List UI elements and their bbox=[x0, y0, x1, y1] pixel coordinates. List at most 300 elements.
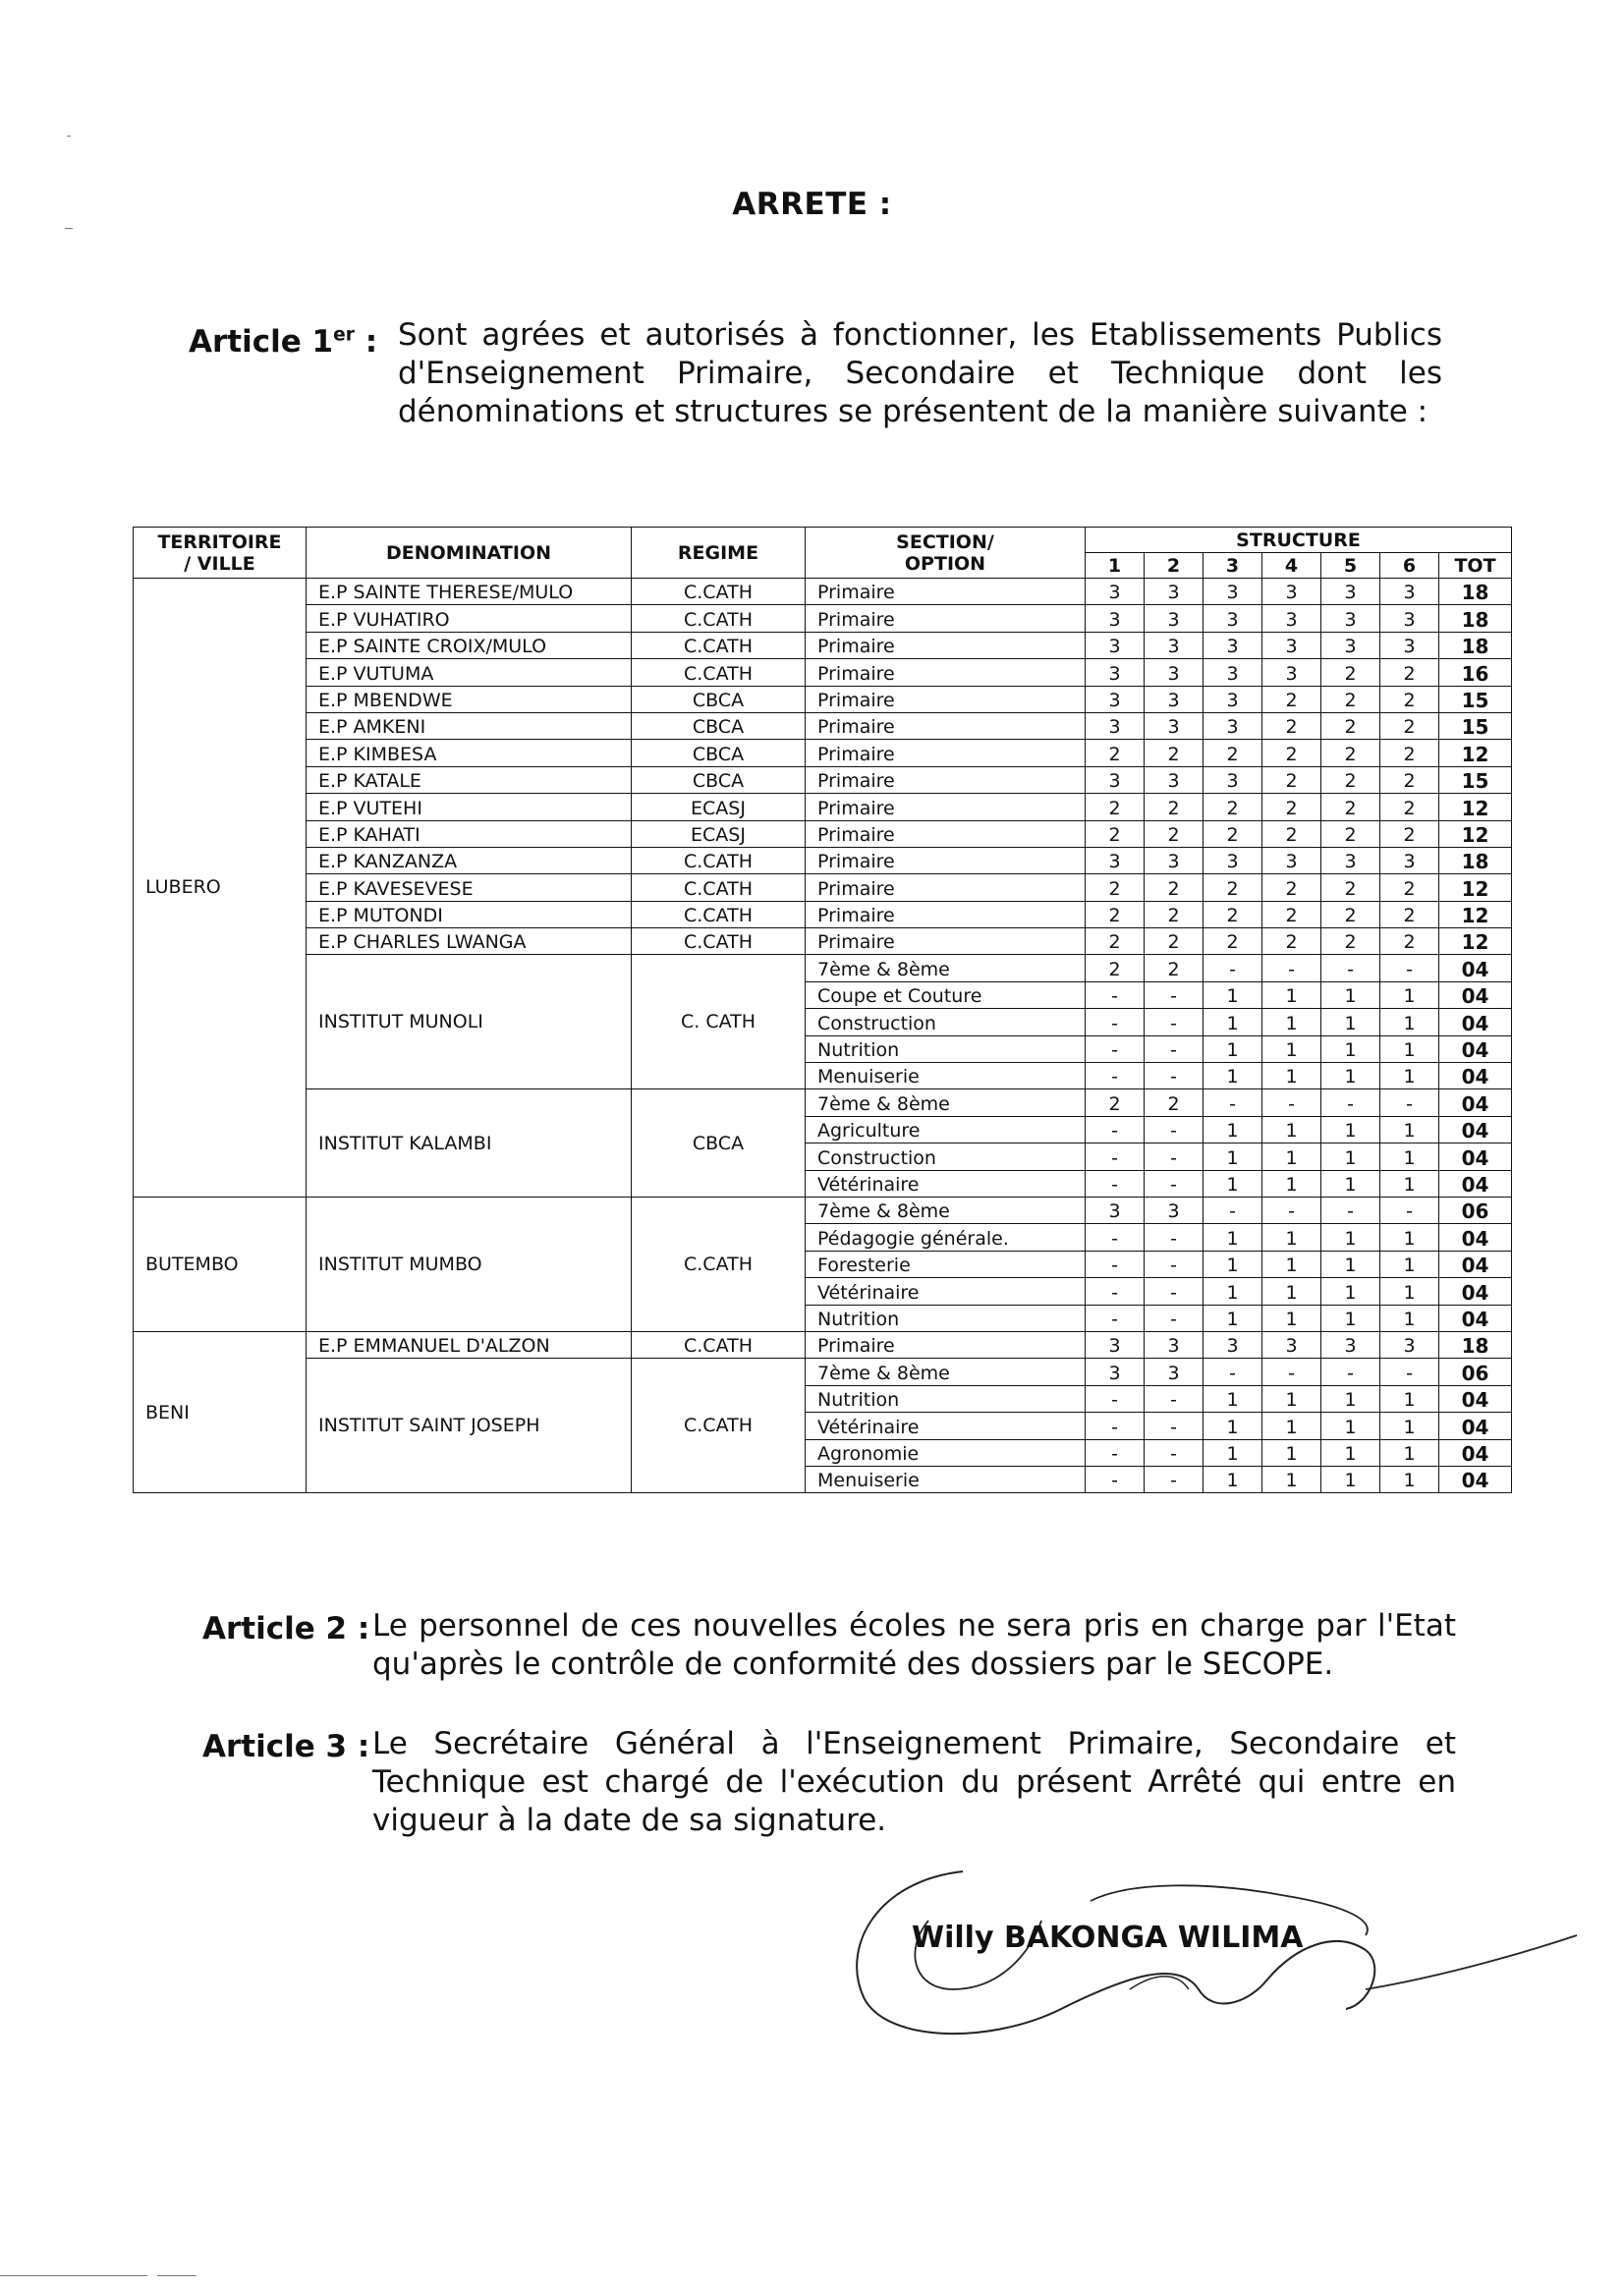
structure-cell-1: 3 bbox=[1086, 686, 1145, 712]
structure-cell-4: 2 bbox=[1262, 740, 1321, 766]
section-cell: Primaire bbox=[806, 579, 1086, 605]
structure-cell-2: 2 bbox=[1145, 820, 1204, 847]
structure-cell-6: 1 bbox=[1380, 1116, 1439, 1143]
total-cell: 12 bbox=[1439, 874, 1512, 901]
structure-cell-1: - bbox=[1086, 1251, 1145, 1277]
structure-cell-3: 1 bbox=[1204, 1116, 1262, 1143]
structure-cell-1: 3 bbox=[1086, 1197, 1145, 1223]
total-cell: 18 bbox=[1439, 1331, 1512, 1358]
structure-cell-3: 2 bbox=[1204, 928, 1262, 955]
denomination-cell: E.P KANZANZA bbox=[307, 847, 632, 873]
header-regime: REGIME bbox=[632, 528, 806, 579]
section-cell: Primaire bbox=[806, 820, 1086, 847]
territoire-cell: BUTEMBO bbox=[134, 1197, 307, 1331]
total-cell: 04 bbox=[1439, 1251, 1512, 1277]
table-row bbox=[134, 928, 1512, 955]
structure-cell-3: 1 bbox=[1204, 1035, 1262, 1062]
total-cell: 04 bbox=[1439, 1144, 1512, 1170]
structure-cell-6: 2 bbox=[1380, 766, 1439, 793]
table-row bbox=[134, 686, 1512, 712]
header-col-6: 6 bbox=[1380, 553, 1439, 579]
structure-cell-1: 2 bbox=[1086, 794, 1145, 820]
structure-cell-6: 1 bbox=[1380, 1224, 1439, 1251]
denomination-cell: E.P VUHATIRO bbox=[307, 605, 632, 632]
section-cell: Menuiserie bbox=[806, 1063, 1086, 1089]
structure-cell-4: 1 bbox=[1262, 1116, 1321, 1143]
total-cell: 12 bbox=[1439, 740, 1512, 766]
structure-cell-5: 1 bbox=[1321, 1439, 1380, 1466]
total-cell: 18 bbox=[1439, 847, 1512, 873]
total-cell: 06 bbox=[1439, 1197, 1512, 1223]
structure-cell-3: 3 bbox=[1204, 632, 1262, 658]
total-cell: 04 bbox=[1439, 1278, 1512, 1305]
table-row bbox=[134, 901, 1512, 927]
total-cell: 12 bbox=[1439, 820, 1512, 847]
structure-cell-1: 3 bbox=[1086, 605, 1145, 632]
structure-cell-5: 1 bbox=[1321, 1224, 1380, 1251]
structure-cell-4: 1 bbox=[1262, 1305, 1321, 1331]
structure-cell-6: 1 bbox=[1380, 1170, 1439, 1197]
structure-cell-6: 1 bbox=[1380, 1385, 1439, 1412]
table-row bbox=[134, 1331, 1512, 1358]
structure-cell-5: 2 bbox=[1321, 794, 1380, 820]
structure-cell-4: 2 bbox=[1262, 901, 1321, 927]
structure-cell-6: 1 bbox=[1380, 981, 1439, 1008]
structure-cell-3: 3 bbox=[1204, 847, 1262, 873]
total-cell: 18 bbox=[1439, 632, 1512, 658]
structure-cell-4: 3 bbox=[1262, 1331, 1321, 1358]
regime-cell: ECASJ bbox=[632, 794, 806, 820]
section-cell: Primaire bbox=[806, 712, 1086, 739]
article-1-line: dénominations et structures se présentent de la manière suivante : bbox=[398, 394, 1428, 429]
article-3-line: Technique est chargé de l'exécution du présent Arrêté qui entre en bbox=[372, 1764, 1456, 1800]
structure-cell-5: 1 bbox=[1321, 1413, 1380, 1439]
regime-cell: C.CATH bbox=[632, 579, 806, 605]
structure-cell-5: 1 bbox=[1321, 1035, 1380, 1062]
structure-cell-5: 1 bbox=[1321, 1170, 1380, 1197]
structure-cell-3: - bbox=[1204, 1197, 1262, 1223]
total-cell: 04 bbox=[1439, 1116, 1512, 1143]
section-cell: Agriculture bbox=[806, 1116, 1086, 1143]
structure-cell-6: 3 bbox=[1380, 632, 1439, 658]
structure-cell-3: 2 bbox=[1204, 820, 1262, 847]
regime-cell: CBCA bbox=[632, 740, 806, 766]
section-cell: Primaire bbox=[806, 901, 1086, 927]
total-cell: 04 bbox=[1439, 1089, 1512, 1116]
structure-cell-2: - bbox=[1145, 1009, 1204, 1035]
structure-cell-3: 1 bbox=[1204, 1009, 1262, 1035]
total-cell: 04 bbox=[1439, 1305, 1512, 1331]
structure-cell-5: 2 bbox=[1321, 686, 1380, 712]
structure-cell-3: 1 bbox=[1204, 1278, 1262, 1305]
structure-cell-4: 1 bbox=[1262, 1035, 1321, 1062]
structure-cell-3: 2 bbox=[1204, 794, 1262, 820]
total-cell: 04 bbox=[1439, 1035, 1512, 1062]
denomination-cell: E.P VUTEHI bbox=[307, 794, 632, 820]
structure-cell-6: 1 bbox=[1380, 1413, 1439, 1439]
section-cell: 7ème & 8ème bbox=[806, 955, 1086, 981]
table-row bbox=[134, 874, 1512, 901]
structure-cell-1: - bbox=[1086, 1413, 1145, 1439]
structure-cell-1: - bbox=[1086, 1466, 1145, 1492]
structure-cell-1: 2 bbox=[1086, 928, 1145, 955]
structure-cell-5: - bbox=[1321, 955, 1380, 981]
structure-cell-1: 3 bbox=[1086, 847, 1145, 873]
article-3-line: Le Secrétaire Général à l'Enseignement Primaire, Secondaire et bbox=[372, 1726, 1456, 1761]
total-cell: 04 bbox=[1439, 1413, 1512, 1439]
structure-cell-4: 1 bbox=[1262, 981, 1321, 1008]
structure-cell-6: 2 bbox=[1380, 928, 1439, 955]
section-cell: Primaire bbox=[806, 740, 1086, 766]
header-structure: STRUCTURE bbox=[1086, 528, 1512, 553]
table-row bbox=[134, 605, 1512, 632]
structure-cell-4: - bbox=[1262, 1359, 1321, 1385]
structure-cell-6: 1 bbox=[1380, 1063, 1439, 1089]
structure-cell-3: 3 bbox=[1204, 686, 1262, 712]
structure-cell-3: 1 bbox=[1204, 1385, 1262, 1412]
section-cell: Primaire bbox=[806, 847, 1086, 873]
total-cell: 12 bbox=[1439, 901, 1512, 927]
structure-cell-1: 3 bbox=[1086, 579, 1145, 605]
article-3-label: Article 3 : bbox=[202, 1729, 370, 1764]
table-row bbox=[134, 1359, 1512, 1385]
structure-cell-2: 3 bbox=[1145, 1331, 1204, 1358]
total-cell: 04 bbox=[1439, 1224, 1512, 1251]
structure-cell-4: - bbox=[1262, 1197, 1321, 1223]
structure-cell-1: - bbox=[1086, 1305, 1145, 1331]
total-cell: 16 bbox=[1439, 659, 1512, 686]
regime-cell: CBCA bbox=[632, 1089, 806, 1198]
structure-cell-5: 3 bbox=[1321, 579, 1380, 605]
structure-cell-5: 3 bbox=[1321, 632, 1380, 658]
regime-cell: C.CATH bbox=[632, 1197, 806, 1331]
denomination-cell: E.P SAINTE CROIX/MULO bbox=[307, 632, 632, 658]
structure-cell-2: 3 bbox=[1145, 766, 1204, 793]
table-row bbox=[134, 1089, 1512, 1116]
structure-cell-3: 1 bbox=[1204, 1466, 1262, 1492]
section-cell: Nutrition bbox=[806, 1305, 1086, 1331]
structure-cell-1: 2 bbox=[1086, 1089, 1145, 1116]
structure-cell-1: 2 bbox=[1086, 820, 1145, 847]
structure-cell-2: 3 bbox=[1145, 579, 1204, 605]
structure-cell-6: - bbox=[1380, 955, 1439, 981]
structure-cell-2: 2 bbox=[1145, 874, 1204, 901]
section-cell: Primaire bbox=[806, 928, 1086, 955]
structure-cell-5: 3 bbox=[1321, 847, 1380, 873]
structure-cell-3: 1 bbox=[1204, 981, 1262, 1008]
structure-cell-5: 2 bbox=[1321, 820, 1380, 847]
structure-cell-6: - bbox=[1380, 1197, 1439, 1223]
structure-cell-5: - bbox=[1321, 1359, 1380, 1385]
scan-mark bbox=[67, 136, 71, 137]
structure-cell-2: - bbox=[1145, 1278, 1204, 1305]
structure-cell-4: 1 bbox=[1262, 1251, 1321, 1277]
territoire-cell: BENI bbox=[134, 1331, 307, 1492]
structure-cell-4: 2 bbox=[1262, 766, 1321, 793]
table-row bbox=[134, 794, 1512, 820]
structure-cell-4: 2 bbox=[1262, 686, 1321, 712]
structure-cell-3: - bbox=[1204, 1089, 1262, 1116]
article-2-label: Article 2 : bbox=[202, 1611, 370, 1646]
structure-cell-5: 1 bbox=[1321, 1466, 1380, 1492]
structure-cell-4: 1 bbox=[1262, 1413, 1321, 1439]
denomination-cell: INSTITUT SAINT JOSEPH bbox=[307, 1359, 632, 1493]
structure-cell-4: - bbox=[1262, 955, 1321, 981]
article-1-label-sup: er bbox=[333, 324, 355, 346]
header-denomination: DENOMINATION bbox=[307, 528, 632, 579]
structure-cell-3: 1 bbox=[1204, 1413, 1262, 1439]
section-cell: Foresterie bbox=[806, 1251, 1086, 1277]
structure-cell-4: 1 bbox=[1262, 1224, 1321, 1251]
structure-cell-6: 1 bbox=[1380, 1144, 1439, 1170]
section-cell: 7ème & 8ème bbox=[806, 1197, 1086, 1223]
regime-cell: C.CATH bbox=[632, 1359, 806, 1493]
structure-cell-6: 3 bbox=[1380, 1331, 1439, 1358]
structure-cell-3: 3 bbox=[1204, 1331, 1262, 1358]
structure-cell-2: - bbox=[1145, 1305, 1204, 1331]
structure-cell-2: 3 bbox=[1145, 1197, 1204, 1223]
header-col-5: 5 bbox=[1321, 553, 1380, 579]
structure-cell-4: 2 bbox=[1262, 820, 1321, 847]
structure-cell-3: 1 bbox=[1204, 1305, 1262, 1331]
structure-cell-6: 1 bbox=[1380, 1035, 1439, 1062]
article-3-text bbox=[372, 1725, 1456, 1840]
regime-cell: CBCA bbox=[632, 766, 806, 793]
structure-cell-5: 2 bbox=[1321, 928, 1380, 955]
table-body bbox=[134, 579, 1512, 1493]
structure-cell-5: 2 bbox=[1321, 874, 1380, 901]
regime-cell: C.CATH bbox=[632, 874, 806, 901]
structure-cell-5: 1 bbox=[1321, 1278, 1380, 1305]
structure-cell-1: 3 bbox=[1086, 659, 1145, 686]
structure-cell-1: 3 bbox=[1086, 766, 1145, 793]
structure-cell-5: 1 bbox=[1321, 1385, 1380, 1412]
structure-cell-1: 2 bbox=[1086, 740, 1145, 766]
structure-cell-1: - bbox=[1086, 1170, 1145, 1197]
structure-cell-3: 1 bbox=[1204, 1439, 1262, 1466]
structure-cell-4: 3 bbox=[1262, 605, 1321, 632]
table-row bbox=[134, 766, 1512, 793]
header-section: SECTION/ OPTION bbox=[806, 528, 1086, 579]
denomination-cell: E.P KIMBESA bbox=[307, 740, 632, 766]
structure-cell-2: 3 bbox=[1145, 1359, 1204, 1385]
table-row bbox=[134, 820, 1512, 847]
structure-cell-1: - bbox=[1086, 1144, 1145, 1170]
section-cell: Pédagogie générale. bbox=[806, 1224, 1086, 1251]
table-row bbox=[134, 1197, 1512, 1223]
total-cell: 04 bbox=[1439, 1063, 1512, 1089]
scan-mark bbox=[0, 2275, 147, 2276]
structure-cell-4: 1 bbox=[1262, 1439, 1321, 1466]
article-2-line: Le personnel de ces nouvelles écoles ne sera pris en charge par l'Etat bbox=[372, 1608, 1456, 1644]
structure-cell-1: - bbox=[1086, 1439, 1145, 1466]
structure-cell-2: 3 bbox=[1145, 605, 1204, 632]
structure-cell-2: - bbox=[1145, 1170, 1204, 1197]
structure-cell-3: 3 bbox=[1204, 659, 1262, 686]
structure-cell-6: 2 bbox=[1380, 901, 1439, 927]
structure-cell-5: 1 bbox=[1321, 1009, 1380, 1035]
structure-cell-4: 1 bbox=[1262, 1278, 1321, 1305]
denomination-cell: E.P VUTUMA bbox=[307, 659, 632, 686]
structure-cell-2: 2 bbox=[1145, 928, 1204, 955]
structure-cell-2: - bbox=[1145, 1035, 1204, 1062]
structure-cell-4: 1 bbox=[1262, 1385, 1321, 1412]
structure-cell-2: - bbox=[1145, 1413, 1204, 1439]
article-1-label-main: Article 1 bbox=[189, 324, 334, 360]
structure-cell-6: 1 bbox=[1380, 1009, 1439, 1035]
structure-cell-1: - bbox=[1086, 1009, 1145, 1035]
structure-cell-4: 1 bbox=[1262, 1009, 1321, 1035]
section-cell: Primaire bbox=[806, 659, 1086, 686]
signature-scribble bbox=[835, 1842, 1582, 2068]
denomination-cell: E.P MUTONDI bbox=[307, 901, 632, 927]
structure-cell-3: 1 bbox=[1204, 1144, 1262, 1170]
structure-cell-2: 3 bbox=[1145, 847, 1204, 873]
structure-cell-4: 2 bbox=[1262, 794, 1321, 820]
total-cell: 12 bbox=[1439, 794, 1512, 820]
section-cell: Primaire bbox=[806, 605, 1086, 632]
table-row bbox=[134, 847, 1512, 873]
structure-cell-6: 1 bbox=[1380, 1439, 1439, 1466]
structure-cell-5: 1 bbox=[1321, 1116, 1380, 1143]
section-cell: Vétérinaire bbox=[806, 1278, 1086, 1305]
total-cell: 04 bbox=[1439, 1385, 1512, 1412]
header-col-1: 1 bbox=[1086, 553, 1145, 579]
structure-cell-6: 3 bbox=[1380, 579, 1439, 605]
total-cell: 15 bbox=[1439, 766, 1512, 793]
structure-cell-5: - bbox=[1321, 1197, 1380, 1223]
structure-cell-5: 2 bbox=[1321, 766, 1380, 793]
denomination-cell: E.P KATALE bbox=[307, 766, 632, 793]
article-1-label-colon: : bbox=[354, 324, 378, 360]
denomination-cell: INSTITUT KALAMBI bbox=[307, 1089, 632, 1198]
structure-cell-6: 2 bbox=[1380, 686, 1439, 712]
structure-table bbox=[133, 527, 1512, 1493]
section-cell: Vétérinaire bbox=[806, 1413, 1086, 1439]
total-cell: 12 bbox=[1439, 928, 1512, 955]
regime-cell: C.CATH bbox=[632, 847, 806, 873]
structure-cell-2: - bbox=[1145, 981, 1204, 1008]
section-cell: 7ème & 8ème bbox=[806, 1089, 1086, 1116]
structure-cell-5: 1 bbox=[1321, 1305, 1380, 1331]
structure-cell-4: 1 bbox=[1262, 1063, 1321, 1089]
page-title: ARRETE : bbox=[732, 187, 892, 222]
regime-cell: C.CATH bbox=[632, 605, 806, 632]
article-2-line: qu'après le contrôle de conformité des dossiers par le SECOPE. bbox=[372, 1646, 1334, 1682]
regime-cell: C.CATH bbox=[632, 632, 806, 658]
section-cell: Construction bbox=[806, 1009, 1086, 1035]
section-cell: Vétérinaire bbox=[806, 1170, 1086, 1197]
regime-cell: ECASJ bbox=[632, 820, 806, 847]
structure-cell-6: 1 bbox=[1380, 1305, 1439, 1331]
section-cell: Agronomie bbox=[806, 1439, 1086, 1466]
header-col-tot: TOT bbox=[1439, 553, 1512, 579]
structure-cell-5: 1 bbox=[1321, 1063, 1380, 1089]
structure-cell-6: 3 bbox=[1380, 847, 1439, 873]
structure-cell-3: - bbox=[1204, 955, 1262, 981]
structure-cell-6: 1 bbox=[1380, 1278, 1439, 1305]
structure-cell-2: - bbox=[1145, 1144, 1204, 1170]
structure-cell-6: 2 bbox=[1380, 794, 1439, 820]
structure-cell-1: 2 bbox=[1086, 874, 1145, 901]
structure-cell-1: - bbox=[1086, 1224, 1145, 1251]
structure-cell-2: - bbox=[1145, 1063, 1204, 1089]
structure-cell-2: 3 bbox=[1145, 686, 1204, 712]
structure-cell-1: 2 bbox=[1086, 901, 1145, 927]
structure-cell-5: 2 bbox=[1321, 901, 1380, 927]
structure-cell-4: 2 bbox=[1262, 928, 1321, 955]
section-cell: Primaire bbox=[806, 874, 1086, 901]
structure-cell-6: 2 bbox=[1380, 874, 1439, 901]
regime-cell: C.CATH bbox=[632, 1331, 806, 1358]
section-cell: Primaire bbox=[806, 1331, 1086, 1358]
denomination-cell: E.P SAINTE THERESE/MULO bbox=[307, 579, 632, 605]
structure-cell-6: - bbox=[1380, 1359, 1439, 1385]
section-cell: Primaire bbox=[806, 632, 1086, 658]
structure-cell-4: 1 bbox=[1262, 1466, 1321, 1492]
denomination-cell: E.P EMMANUEL D'ALZON bbox=[307, 1331, 632, 1358]
denomination-cell: E.P KAVESEVESE bbox=[307, 874, 632, 901]
structure-cell-4: - bbox=[1262, 1089, 1321, 1116]
total-cell: 04 bbox=[1439, 955, 1512, 981]
total-cell: 15 bbox=[1439, 712, 1512, 739]
structure-cell-2: 3 bbox=[1145, 632, 1204, 658]
header-col-4: 4 bbox=[1262, 553, 1321, 579]
structure-cell-4: 3 bbox=[1262, 579, 1321, 605]
section-cell: Construction bbox=[806, 1144, 1086, 1170]
table-row bbox=[134, 632, 1512, 658]
section-cell: Primaire bbox=[806, 766, 1086, 793]
structure-cell-6: 2 bbox=[1380, 712, 1439, 739]
structure-cell-4: 3 bbox=[1262, 659, 1321, 686]
regime-cell: C.CATH bbox=[632, 901, 806, 927]
table-header bbox=[134, 528, 1512, 579]
structure-cell-2: 3 bbox=[1145, 659, 1204, 686]
section-cell: Nutrition bbox=[806, 1385, 1086, 1412]
denomination-cell: INSTITUT MUNOLI bbox=[307, 955, 632, 1089]
table-row bbox=[134, 659, 1512, 686]
section-cell: Primaire bbox=[806, 794, 1086, 820]
structure-cell-1: - bbox=[1086, 1116, 1145, 1143]
total-cell: 04 bbox=[1439, 1466, 1512, 1492]
article-1-text bbox=[398, 316, 1442, 431]
structure-cell-3: - bbox=[1204, 1359, 1262, 1385]
structure-cell-1: 3 bbox=[1086, 1331, 1145, 1358]
structure-cell-5: 3 bbox=[1321, 1331, 1380, 1358]
structure-cell-2: - bbox=[1145, 1439, 1204, 1466]
structure-cell-1: 3 bbox=[1086, 712, 1145, 739]
structure-cell-2: 3 bbox=[1145, 712, 1204, 739]
structure-cell-3: 2 bbox=[1204, 901, 1262, 927]
structure-cell-4: 2 bbox=[1262, 874, 1321, 901]
structure-cell-6: 2 bbox=[1380, 740, 1439, 766]
total-cell: 04 bbox=[1439, 981, 1512, 1008]
table-row bbox=[134, 955, 1512, 981]
structure-cell-3: 1 bbox=[1204, 1170, 1262, 1197]
structure-cell-1: 3 bbox=[1086, 632, 1145, 658]
structure-cell-3: 2 bbox=[1204, 740, 1262, 766]
structure-cell-1: - bbox=[1086, 1278, 1145, 1305]
structure-cell-2: - bbox=[1145, 1251, 1204, 1277]
structure-cell-5: 2 bbox=[1321, 659, 1380, 686]
article-3-line: vigueur à la date de sa signature. bbox=[372, 1803, 887, 1838]
regime-cell: C.CATH bbox=[632, 928, 806, 955]
section-cell: Primaire bbox=[806, 686, 1086, 712]
territoire-cell: LUBERO bbox=[134, 579, 307, 1198]
header-col-2: 2 bbox=[1145, 553, 1204, 579]
header-territoire: TERRITOIRE / VILLE bbox=[134, 528, 307, 579]
total-cell: 04 bbox=[1439, 1170, 1512, 1197]
